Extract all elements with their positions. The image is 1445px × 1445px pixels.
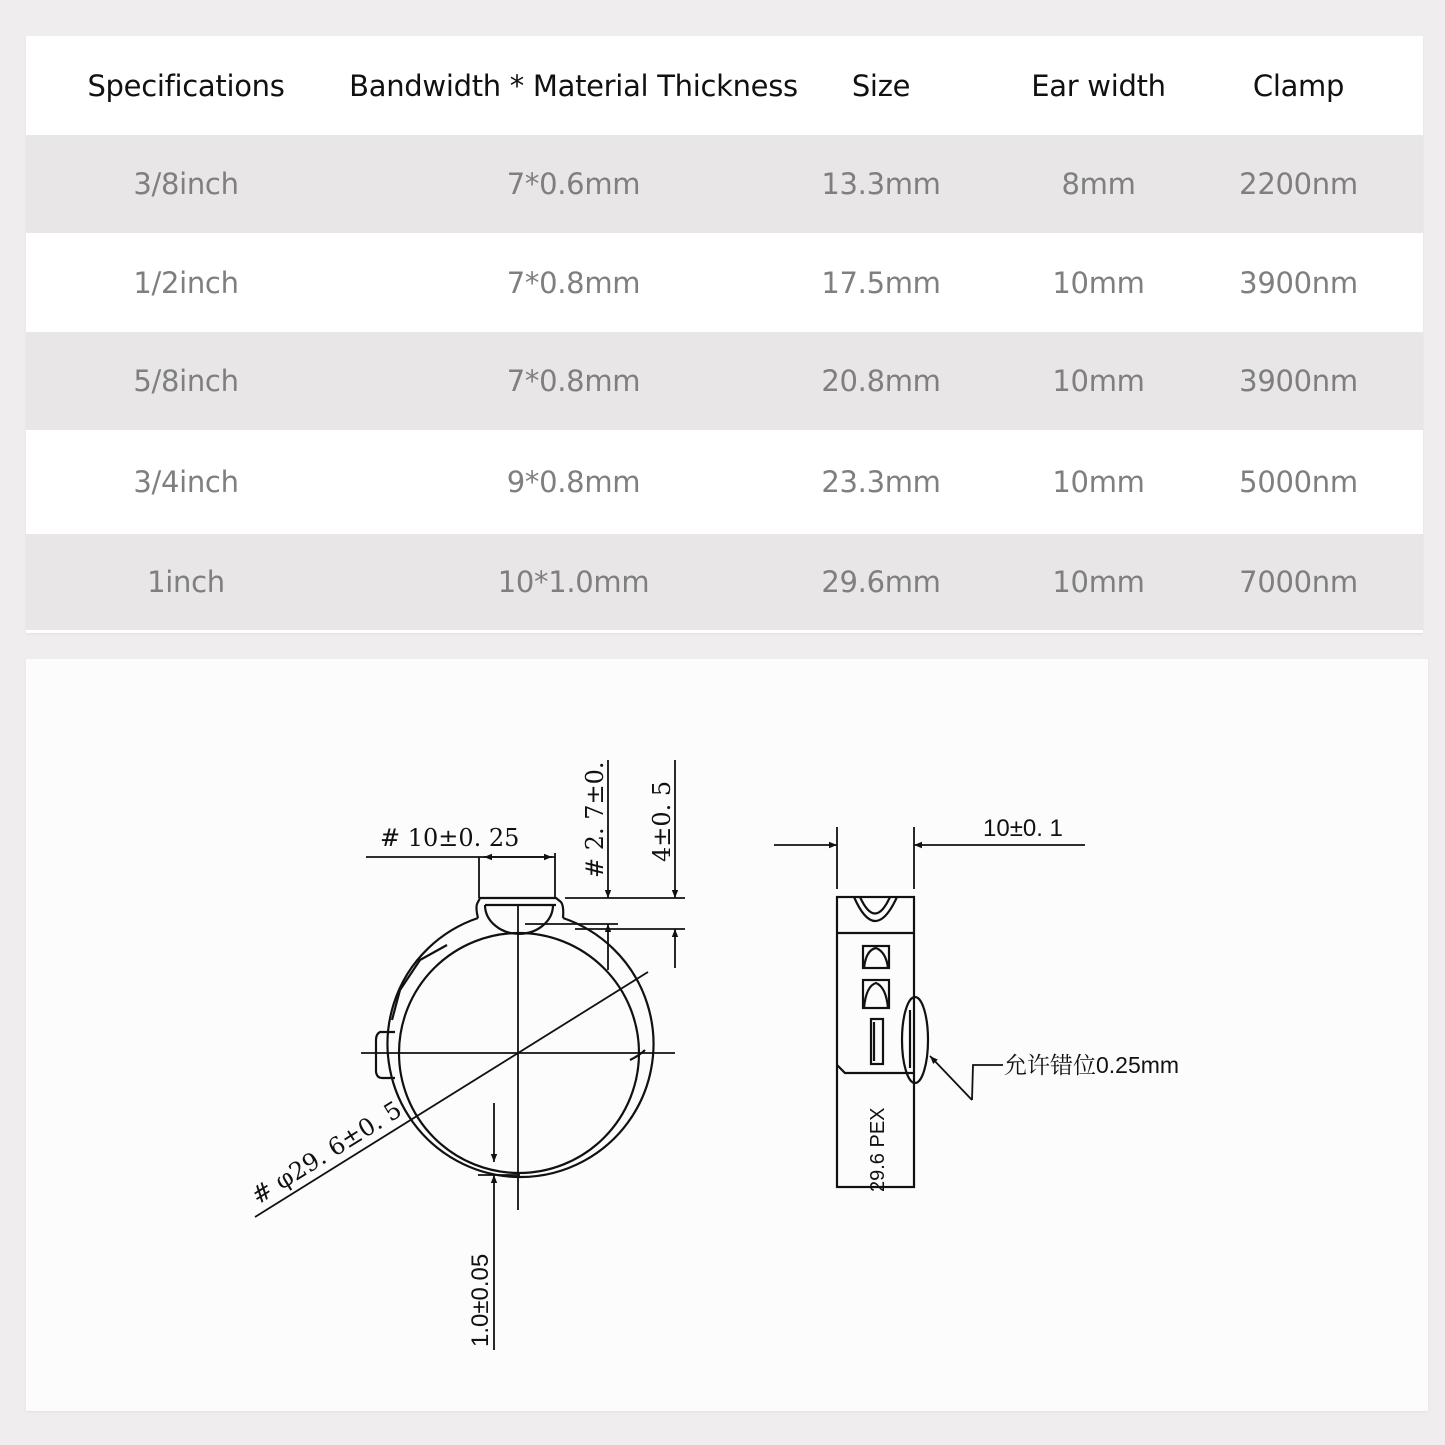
table-row <box>26 135 1423 233</box>
ear-height-dimension: # 2. 7±0. <box>581 761 609 878</box>
cell-clamp: 5000nm <box>1239 465 1358 499</box>
cell-bandwidth-thickness: 10*1.0mm <box>497 565 650 599</box>
cell-specification: 1/2inch <box>133 265 239 300</box>
diameter-dimension: # φ29. 6±0. 5 <box>246 1095 407 1211</box>
cell-size: 29.6mm <box>821 565 941 599</box>
ear-dimple <box>485 905 553 934</box>
table-row <box>26 430 1423 534</box>
band-width-dimension: 10±0. 1 <box>983 815 1063 842</box>
clamp-drawing-svg <box>26 659 1428 1411</box>
cell-specification: 3/4inch <box>133 465 239 499</box>
ear-top-outer <box>854 897 897 921</box>
header-clamp: Clamp <box>1252 68 1345 103</box>
header-specifications: Specifications <box>87 68 285 103</box>
cell-clamp: 2200nm <box>1239 167 1358 201</box>
pex-marking: 29.6 PEX <box>867 1107 889 1192</box>
cell-specification: 1inch <box>147 565 225 599</box>
technical-drawing <box>26 659 1428 1411</box>
cell-ear-width: 10mm <box>1052 364 1145 398</box>
table-row <box>26 332 1423 430</box>
cell-size: 23.3mm <box>821 465 941 499</box>
cell-clamp: 3900nm <box>1239 265 1358 300</box>
cell-size: 13.3mm <box>821 167 941 201</box>
slot <box>871 1019 883 1064</box>
header-ear-width: Ear width <box>1031 68 1166 103</box>
tab-left <box>376 1032 395 1078</box>
misalignment-note: 允许错位0.25mm <box>1004 1052 1180 1078</box>
header-size: Size <box>851 68 911 103</box>
table-row <box>26 233 1423 332</box>
cell-bandwidth-thickness: 7*0.6mm <box>506 167 641 201</box>
cell-ear-width: 10mm <box>1052 265 1145 300</box>
spec-table <box>26 36 1423 633</box>
thickness-dimension: 1.0±0.05 <box>467 1253 494 1347</box>
cell-ear-width: 8mm <box>1061 167 1136 201</box>
cell-specification: 5/8inch <box>133 364 239 398</box>
cell-bandwidth-thickness: 7*0.8mm <box>506 364 641 398</box>
ear-width-dimension: # 10±0. 25 <box>380 824 520 852</box>
table-header-row <box>26 36 1423 135</box>
cell-specification: 3/8inch <box>133 167 239 201</box>
cell-ear-width: 10mm <box>1052 565 1145 599</box>
header-bandwidth-thickness: Bandwidth * Material Thickness <box>349 68 798 103</box>
cell-clamp: 3900nm <box>1239 364 1358 398</box>
cell-clamp: 7000nm <box>1239 565 1358 599</box>
ear-total-height-dimension: 4±0. 5 <box>648 780 676 862</box>
cell-ear-width: 10mm <box>1052 465 1145 499</box>
cell-size: 20.8mm <box>821 364 941 398</box>
cell-bandwidth-thickness: 7*0.8mm <box>506 265 641 300</box>
cell-size: 17.5mm <box>821 265 941 300</box>
table-row <box>26 534 1423 630</box>
cell-bandwidth-thickness: 9*0.8mm <box>506 465 641 499</box>
